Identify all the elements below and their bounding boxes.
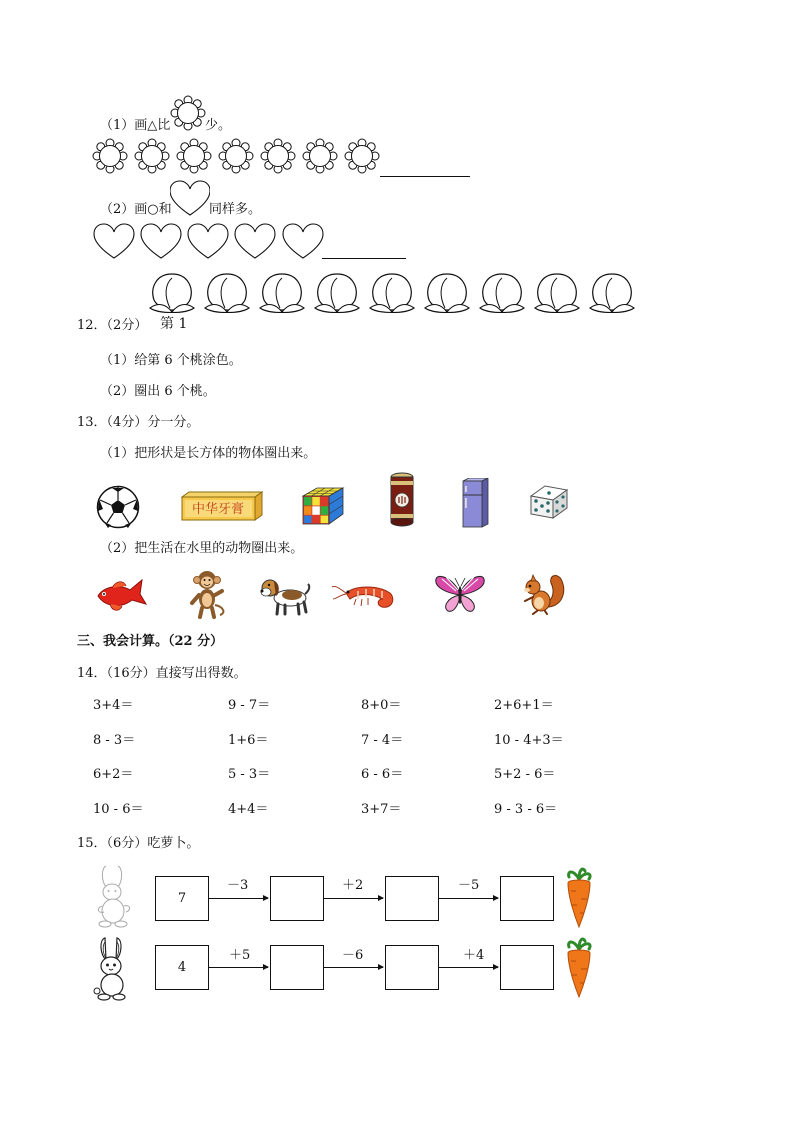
peach-icon[interactable] [590, 274, 634, 313]
equation[interactable]: 3+7＝ [361, 802, 402, 817]
answer-box[interactable] [385, 876, 439, 921]
flower-icon [93, 139, 127, 173]
flower-icon [345, 139, 379, 173]
equation[interactable]: 9 - 7＝ [228, 698, 271, 713]
q11-part2-prefix: （2）画○和 [100, 202, 172, 217]
dice-icon[interactable] [529, 484, 569, 520]
q12-header: 12．（2分） [77, 318, 148, 333]
heart-icon [94, 224, 134, 258]
operation-label: ＋5 [229, 948, 251, 963]
equation[interactable]: 1+6＝ [228, 733, 269, 748]
rubiks-cube-icon[interactable] [301, 486, 345, 526]
shrimp-icon[interactable] [332, 579, 398, 613]
answer-box[interactable] [500, 945, 554, 990]
answer-line-1[interactable] [380, 176, 470, 177]
q15-header: 15．（6分）吃萝卜。 [77, 836, 200, 851]
equation[interactable]: 7 - 4＝ [361, 733, 404, 748]
equation[interactable]: 8 - 3＝ [93, 733, 136, 748]
peach-icon[interactable] [260, 274, 304, 313]
refrigerator-icon[interactable] [459, 478, 489, 528]
rabbit-icon [92, 864, 136, 930]
heart-icon [283, 224, 323, 258]
carrot-icon [561, 937, 597, 999]
answer-box[interactable] [270, 876, 324, 921]
heart-icon [188, 224, 228, 258]
answer-box[interactable]: 7 [155, 876, 209, 921]
heart-icon [141, 224, 181, 258]
operation-label: －6 [342, 948, 364, 963]
carrot-icon [561, 867, 597, 929]
equation[interactable]: 4+4＝ [228, 802, 269, 817]
peach-icon[interactable] [315, 274, 359, 313]
heart-icon [170, 180, 210, 216]
heart-icon [235, 224, 275, 258]
flower-icon [261, 139, 295, 173]
arrow [209, 967, 268, 968]
peach-icon[interactable] [205, 274, 249, 313]
peach-row [148, 268, 636, 316]
operation-label: ＋4 [463, 948, 485, 963]
first-label: 第 1 [160, 316, 188, 332]
equation[interactable]: 2+6+1＝ [494, 698, 554, 713]
q11-part1-suffix: 少。 [205, 118, 232, 133]
q11-part2-suffix: 同样多。 [209, 202, 262, 217]
equation[interactable]: 5+2 - 6＝ [494, 767, 556, 782]
q13-part2: （2）把生活在水里的动物圈出来。 [100, 541, 304, 556]
answer-box[interactable] [385, 945, 439, 990]
arrow [209, 898, 268, 899]
arrow [324, 898, 383, 899]
peach-icon[interactable] [480, 274, 524, 313]
toothpaste-box-icon[interactable] [181, 491, 263, 521]
can-icon[interactable] [389, 472, 415, 528]
peach-icon[interactable] [535, 274, 579, 313]
operation-label: －5 [458, 878, 480, 893]
fish-icon[interactable] [92, 574, 148, 616]
q13-part1: （1）把形状是长方体的物体圈出来。 [100, 446, 317, 461]
arrow [439, 967, 498, 968]
q14-header: 14．（16分）直接写出得数。 [77, 666, 247, 681]
dog-icon[interactable] [258, 574, 312, 616]
section-title: 三、我会计算。（22 分） [77, 634, 224, 649]
flower-row [92, 138, 392, 174]
equation[interactable]: 8+0＝ [361, 698, 402, 713]
equation[interactable]: 9 - 3 - 6＝ [494, 802, 558, 817]
flower-icon [219, 139, 253, 173]
equation[interactable]: 10 - 6＝ [93, 802, 144, 817]
arrow [324, 967, 383, 968]
answer-box[interactable] [270, 945, 324, 990]
answer-line-2[interactable] [322, 258, 406, 259]
equation[interactable]: 5 - 3＝ [228, 767, 271, 782]
equation[interactable]: 10 - 4+3＝ [494, 733, 564, 748]
rabbit-icon [92, 936, 132, 1002]
answer-box[interactable]: 4 [155, 945, 209, 990]
peach-icon[interactable] [425, 274, 469, 313]
heart-row [92, 222, 328, 260]
arrow [439, 898, 498, 899]
peach-icon[interactable] [370, 274, 414, 313]
monkey-icon[interactable] [188, 569, 228, 619]
operation-label: ＋2 [342, 878, 364, 893]
answer-box[interactable] [500, 876, 554, 921]
equation[interactable]: 6 - 6＝ [361, 767, 404, 782]
q13-header: 13．（4分）分一分。 [77, 415, 200, 430]
flower-icon [170, 95, 206, 131]
flower-icon [303, 139, 337, 173]
peach-icon[interactable] [150, 274, 194, 313]
q11-part1-prefix: （1）画△比 [100, 118, 171, 133]
squirrel-icon[interactable] [519, 571, 567, 615]
operation-label: －3 [227, 878, 249, 893]
equation[interactable]: 3+4＝ [93, 698, 134, 713]
q12-part1: （1）给第 6 个桃涂色。 [100, 353, 242, 368]
flower-icon [135, 139, 169, 173]
toothpaste-box-text: 中华牙膏 [191, 502, 245, 517]
soccer-ball-icon[interactable] [96, 485, 140, 529]
q12-part2: （2）圈出 6 个桃。 [100, 384, 216, 399]
equation[interactable]: 6+2＝ [93, 767, 134, 782]
flower-icon [177, 139, 211, 173]
butterfly-icon[interactable] [434, 573, 486, 615]
